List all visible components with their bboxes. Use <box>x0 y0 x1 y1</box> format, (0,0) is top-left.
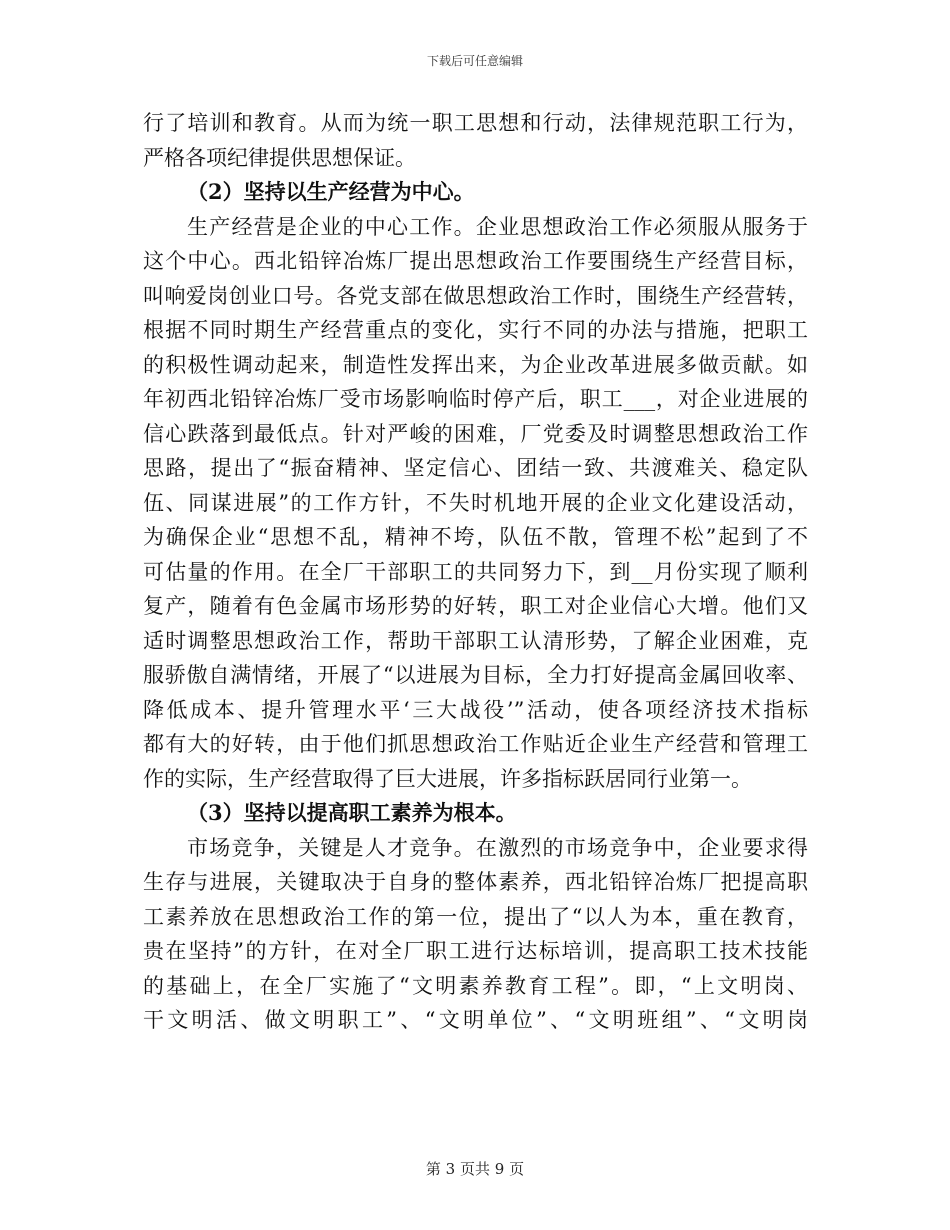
text-line: 为确保企业“思想不乱，精神不垮，队伍不散，管理不松”起到了不 <box>143 525 808 549</box>
text-line: 复产，随着有色金属市场形势的好转，职工对企业信心大增。他们又 <box>143 594 808 618</box>
text-line: 适时调整思想政治工作，帮助干部职工认清形势，了解企业困难，克 <box>143 628 808 653</box>
text-line: 生产经营是企业的中心工作。企业思想政治工作必须服从服务于 <box>187 214 808 239</box>
text-line: 叫响爱岗创业口号。各党支部在做思想政治工作时，围绕生产经营转， <box>143 283 808 308</box>
text-line: 可估量的作用。在全厂干部职工的共同努力下，到__月份实现了顺利 <box>143 559 808 584</box>
text-line: 都有大的好转，由于他们抓思想政治工作贴近企业生产经营和管理工 <box>143 732 808 756</box>
text-line: 服骄傲自满情绪，开展了“以进展为目标，全力打好提高金属回收率、 <box>143 663 808 687</box>
document-body <box>143 106 808 1038</box>
text-line: 信心跌落到最低点。针对严峻的困难，厂党委及时调整思想政治工作 <box>143 421 808 446</box>
page-number: 第 3 页共 9 页 <box>425 1160 525 1178</box>
section-heading: （2）坚持以生产经营为中心。 <box>187 179 475 204</box>
text-line: 这个中心。西北铅锌冶炼厂提出思想政治工作要围绕生产经营目标， <box>143 249 808 273</box>
text-line: 的基础上，在全厂实施了“文明素养教育工程”。即，“上文明岗、 <box>143 973 808 998</box>
text-line: 贵在坚持”的方针，在对全厂职工进行达标培训，提高职工技术技能 <box>143 939 808 963</box>
text-line: 行了培训和教育。从而为统一职工思想和行动，法律规范职工行为， <box>143 111 808 135</box>
text-line: 严格各项纪律提供思想保证。 <box>143 145 416 170</box>
text-line: 思路，提出了“振奋精神、坚定信心、团结一致、共渡难关、稳定队 <box>143 456 808 480</box>
page-header-note: 下载后可任意编辑 <box>426 54 523 68</box>
text-line: 降低成本、提升管理水平‘三大战役’”活动，使各项经济技术指标 <box>143 697 808 722</box>
text-line: 生存与进展，关键取决于自身的整体素养，西北铅锌冶炼厂把提高职 <box>143 870 808 894</box>
text-line: 干文明活、做文明职工”、“文明单位”、“文明班组”、“文明岗 <box>143 1008 808 1032</box>
section-heading: （3）坚持以提高职工素养为根本。 <box>187 800 517 825</box>
text-line: 工素养放在思想政治工作的第一位，提出了“以人为本，重在教育， <box>143 904 808 929</box>
text-line: 年初西北铅锌冶炼厂受市场影响临时停产后，职工___，对企业进展的 <box>143 387 808 411</box>
text-line: 作的实际，生产经营取得了巨大进展，许多指标跃居同行业第一。 <box>143 766 752 791</box>
text-line: 的积极性调动起来，制造性发挥出来，为企业改革进展多做贡献。如 <box>143 352 808 377</box>
text-line: 市场竞争，关键是人才竞争。在激烈的市场竞争中，企业要求得 <box>187 835 808 860</box>
text-line: 伍、同谋进展”的工作方针，不失时机地开展的企业文化建设活动， <box>143 490 808 515</box>
text-line: 根据不同时期生产经营重点的变化，实行不同的办法与措施，把职工 <box>143 318 808 342</box>
